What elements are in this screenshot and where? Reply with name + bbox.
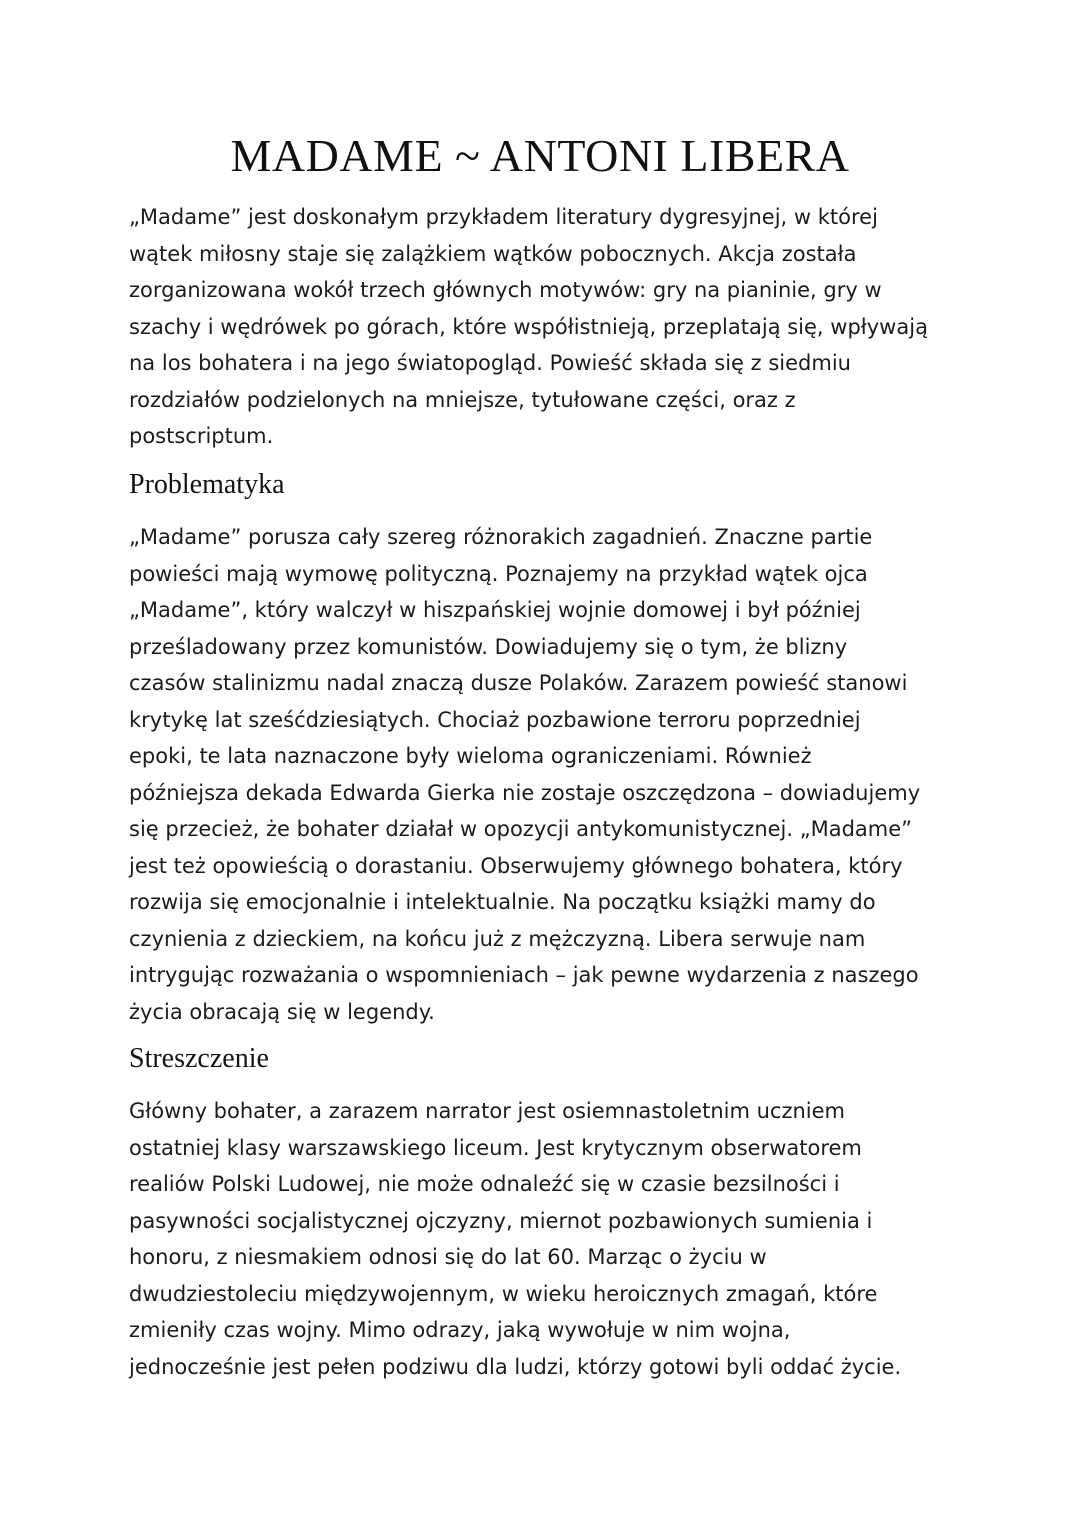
paragraph-line: czasów stalinizmu nadal znaczą dusze Polaków. Zarazem powieść stanowi <box>129 671 908 695</box>
paragraph-line: rozdziałów podzielonych na mniejsze, tytułowane części, oraz z <box>129 387 796 412</box>
paragraph-line: dwudziestoleciu międzywojennym, w wieku heroicznych zmagań, które <box>129 1281 878 1306</box>
streszczenie-paragraph-block <box>129 1093 959 1385</box>
paragraph-line: intrygując rozważania o wspomnieniach – jak pewne wydarzenia z naszego <box>129 963 919 987</box>
paragraph-line: późniejsza dekada Edwarda Gierka nie zostaje oszczędzona – dowiadujemy <box>129 780 921 805</box>
paragraph-line: czynienia z dzieckiem, na końcu już z mężczyzną. Libera serwuje nam <box>129 926 866 951</box>
paragraph-line: ostatniej klasy warszawskiego liceum. Jest krytycznym obserwatorem <box>129 1135 862 1160</box>
paragraph-line: szachy i wędrówek po górach, które współistnieją, przeplatają się, wpływają <box>129 314 928 339</box>
paragraph-line: powieści mają wymowę polityczną. Poznajemy na przykład wątek ojca <box>129 561 868 586</box>
section-heading-streszczenie: Streszczenie <box>129 1043 269 1074</box>
paragraph-line: jest też opowieścią o dorastaniu. Obserwujemy głównego bohatera, który <box>129 853 903 878</box>
paragraph-line: „Madame” porusza cały szereg różnorakich zagadnień. Znaczne partie <box>129 525 873 549</box>
paragraph-line: honoru, z niesmakiem odnosi się do lat 60. Marząc o życiu w <box>129 1245 767 1269</box>
document-title: MADAME ~ ANTONI LIBERA <box>230 130 850 181</box>
paragraph-line: się przecież, że bohater działał w opozycji antykomunistycznej. „Madame” <box>129 817 913 841</box>
problematyka-heading-block <box>129 467 959 503</box>
streszczenie-paragraph <box>129 1093 959 1385</box>
paragraph-line: krytykę lat sześćdziesiątych. Chociaż pozbawione terroru poprzedniej <box>129 707 861 732</box>
streszczenie-heading-block <box>129 1041 959 1077</box>
paragraph-line: pasywności socjalistycznej ojczyzny, miernot pozbawionych sumienia i <box>129 1208 873 1233</box>
paragraph-line: jednocześnie jest pełen podziwu dla ludzi, którzy gotowi byli oddać życie. <box>129 1354 902 1379</box>
intro-paragraph-block <box>129 199 959 455</box>
problematyka-paragraph <box>129 519 959 1030</box>
paragraph-line: epoki, te lata naznaczone były wieloma ograniczeniami. Również <box>129 744 812 768</box>
paragraph-line: życia obracają się w legendy. <box>129 999 435 1024</box>
paragraph-line: postscriptum. <box>129 424 274 448</box>
paragraph-line: zmieniły czas wojny. Mimo odrazy, jaką wywołuje w nim wojna, <box>129 1318 791 1342</box>
paragraph-line: Główny bohater, a zarazem narrator jest osiemnastoletnim uczniem <box>129 1099 845 1123</box>
problematyka-paragraph-block <box>129 519 959 1030</box>
paragraph-line: rozwija się emocjonalnie i intelektualnie. Na początku książki mamy do <box>129 890 876 914</box>
paragraph-line: wątek miłosny staje się zalążkiem wątków pobocznych. Akcja została <box>129 241 857 266</box>
intro-paragraph <box>129 199 959 455</box>
paragraph-line: „Madame” jest doskonałym przykładem literatury dygresyjnej, w której <box>129 205 878 229</box>
section-heading-problematyka: Problematyka <box>129 469 285 500</box>
paragraph-line: zorganizowana wokół trzech głównych motywów: gry na pianinie, gry w <box>129 278 882 302</box>
paragraph-line: prześladowany przez komunistów. Dowiadujemy się o tym, że blizny <box>129 634 848 659</box>
paragraph-line: realiów Polski Ludowej, nie może odnaleźć się w czasie bezsilności i <box>129 1172 840 1196</box>
paragraph-line: „Madame”, który walczył w hiszpańskiej wojnie domowej i był później <box>129 598 861 622</box>
paragraph-line: na los bohatera i na jego światopogląd. Powieść składa się z siedmiu <box>129 351 851 375</box>
